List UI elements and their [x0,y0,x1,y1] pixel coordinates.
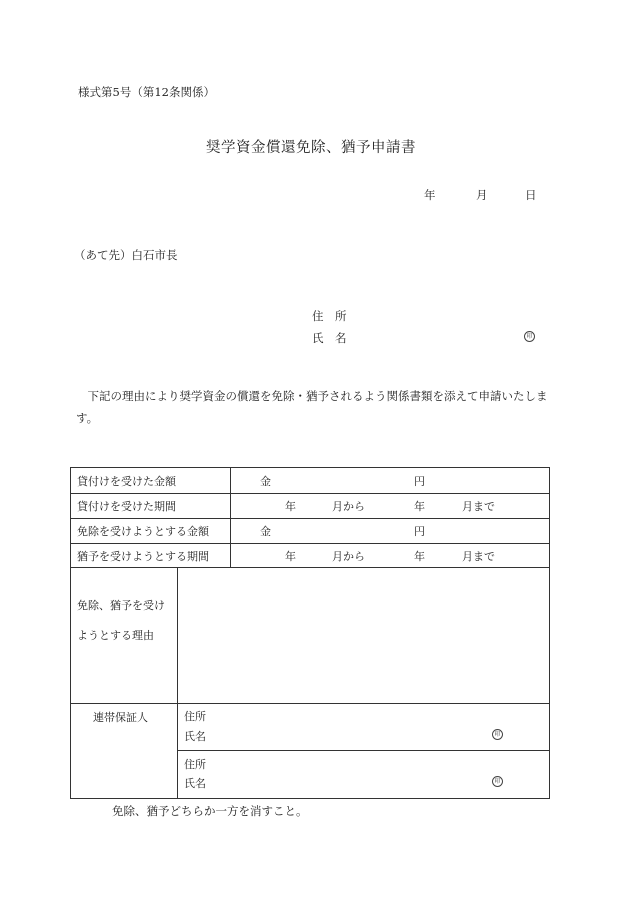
guarantor-1-address-label: 住所 [184,710,206,723]
exemption-amount-prefix: 金 [260,525,271,538]
reason-label-line2: ようとする理由 [77,629,154,642]
date-day-label: 日 [525,188,537,202]
form-number: 様式第5号（第12条関係） [78,85,215,99]
loan-period-year-from: 年 [285,500,296,513]
deferral-period-year-to: 年 [414,550,425,563]
loan-amount-unit: 円 [414,475,425,488]
loan-period-label: 貸付けを受けた期間 [77,500,176,513]
loan-amount-label: 貸付けを受けた金額 [77,475,176,488]
guarantor-1-name-label: 氏名 [184,730,206,743]
loan-period-month-from: 月から [332,500,365,513]
addressee: （あて先）白石市長 [74,248,178,262]
loan-period-month-to: 月まで [462,500,495,513]
reason-label-line1: 免除、猶予を受け [77,599,165,612]
deferral-period-label: 猶予を受けようとする期間 [77,550,209,563]
loan-period-year-to: 年 [414,500,425,513]
request-statement: 下記の理由により奨学資金の償還を免除・猶予されるよう関係書類を添えて申請いたします。 [76,389,548,425]
deferral-period-year-from: 年 [285,550,296,563]
guarantor-2-seal-icon: 印 [492,776,503,787]
guarantor-1-seal-icon: 印 [492,729,503,740]
date-year-label: 年 [424,188,436,202]
date-month-label: 月 [476,188,488,202]
guarantor-2-name-label: 氏名 [184,777,206,790]
exemption-amount-unit: 円 [414,525,425,538]
applicant-address-label: 住 所 [312,309,347,323]
guarantor-label: 連帯保証人 [93,711,148,724]
applicant-seal-icon: 印 [524,331,535,342]
guarantor-2-address-label: 住所 [184,758,206,771]
deferral-period-month-from: 月から [332,550,365,563]
document-title: 奨学資金償還免除、猶予申請書 [206,140,416,156]
exemption-amount-label: 免除を受けようとする金額 [77,525,209,538]
deferral-period-month-to: 月まで [462,550,495,563]
loan-amount-prefix: 金 [260,475,271,488]
footnote: 免除、猶予どちらか一方を消すこと。 [112,804,308,818]
applicant-name-label: 氏 名 [312,331,347,345]
